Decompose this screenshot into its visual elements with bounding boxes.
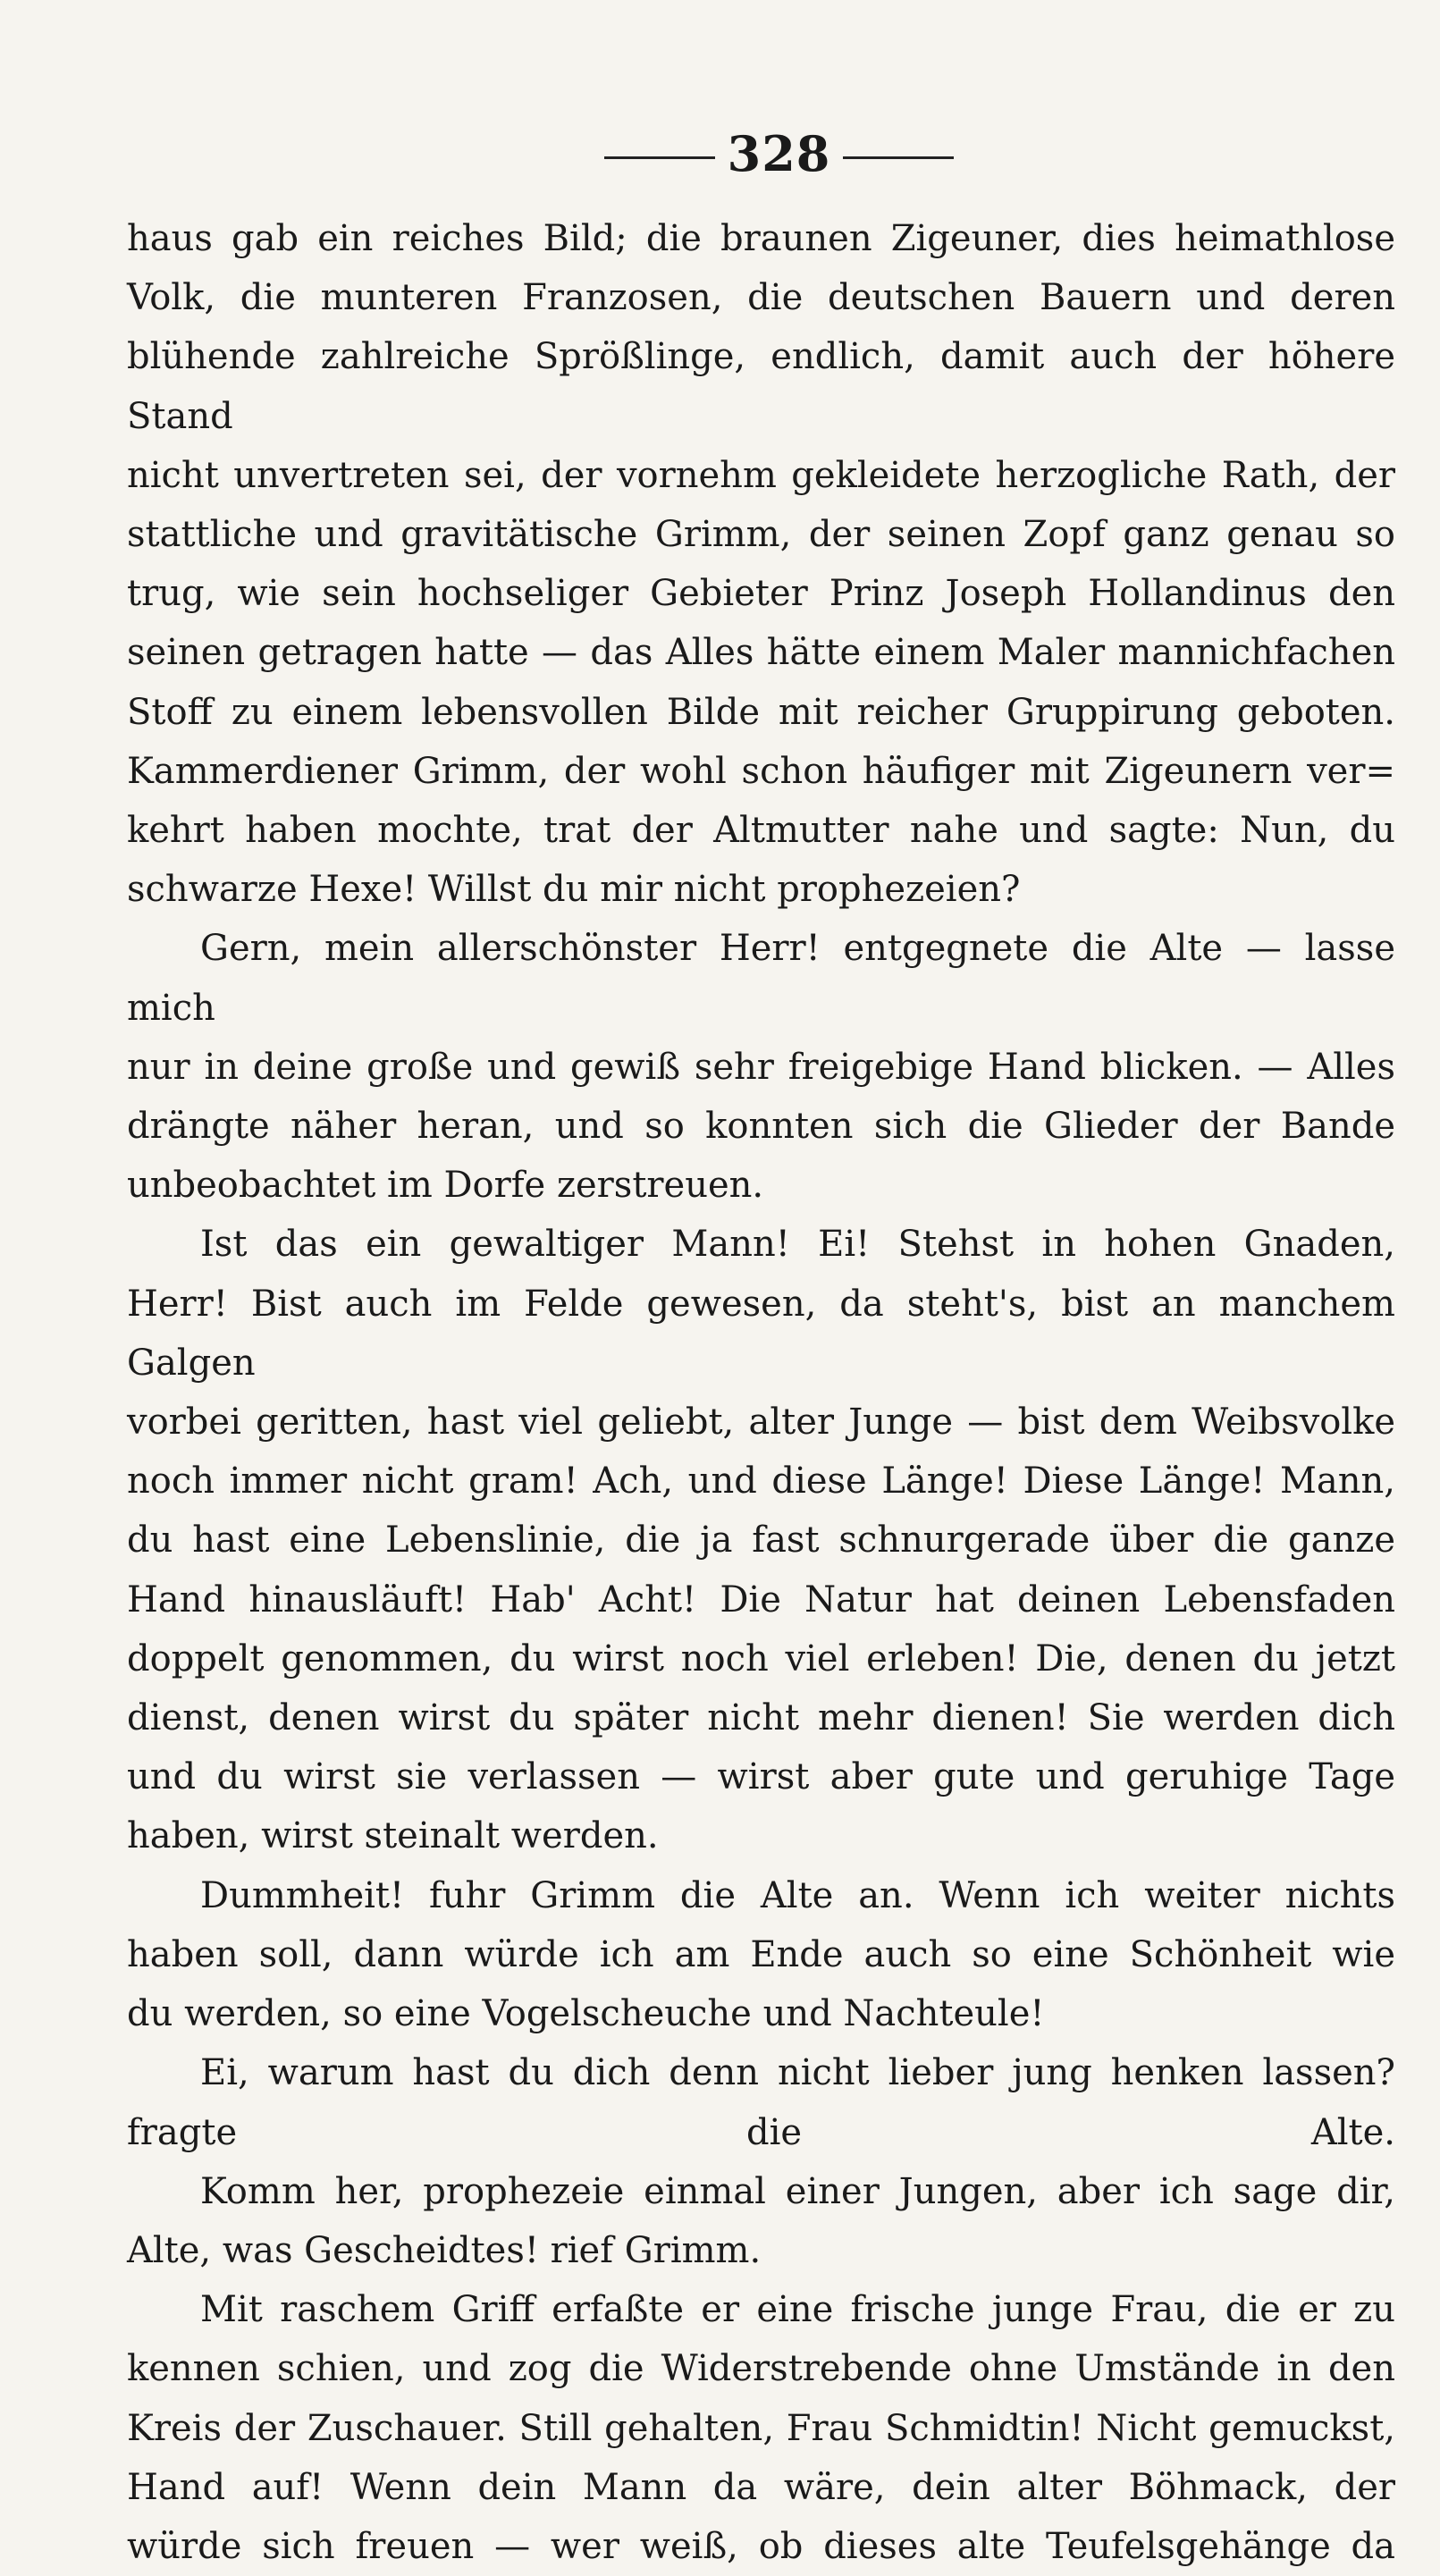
text-line: Herr! Bist auch im Felde gewesen, da steht's, bist an manchem Galgen (127, 1283, 1395, 1384)
text-line: Volk, die munteren Franzosen, die deutschen Bauern und deren (127, 277, 1395, 319)
text-line: und du wirst sie verlassen — wirst aber gute und geruhige Tage (127, 1756, 1395, 1798)
text-line: Stoff zu einem lebensvollen Bilde mit reicher Gruppirung geboten. (127, 691, 1395, 733)
text-line: haben, wirst steinalt werden. (127, 1815, 659, 1857)
text-line: Hand auf! Wenn dein Mann da wäre, dein alter Böhmack, der (127, 2466, 1395, 2508)
text-line: kennen schien, und zog die Widerstrebende ohne Umstände in den (127, 2348, 1395, 2390)
text-line: Kreis der Zuschauer. Still gehalten, Frau Schmidtin! Nicht gemuckst, (127, 2407, 1395, 2449)
text-line: du werden, so eine Vogelscheuche und Nachteule! (127, 1993, 1045, 2035)
text-line: trug, wie sein hochseliger Gebieter Prinz Joseph Hollandinus den (127, 573, 1395, 615)
text-line: vorbei geritten, hast viel geliebt, alter Junge — bist dem Weibsvolke (127, 1402, 1395, 1444)
header-rule-left (604, 156, 715, 159)
text-line: Ei, warum hast du dich denn nicht lieber jung henken lassen? fragte die Alte. (127, 2052, 1395, 2153)
text-line: stattliche und gravitätische Grimm, der seinen Zopf ganz genau so (127, 514, 1395, 556)
text-line: haben soll, dann würde ich am Ende auch so eine Schönheit wie (127, 1933, 1395, 1975)
text-line: würde sich freuen — wer weiß, ob dieses alte Teufelsgehänge da (127, 2525, 1395, 2567)
text-line: blühende zahlreiche Sprößlinge, endlich, damit auch der höhere Stand (127, 336, 1395, 437)
text-line: Alte, was Gescheidtes! rief Grimm. (127, 2229, 762, 2271)
text-line: nur in deine große und gewiß sehr freigebige Hand blicken. — Alles (127, 1046, 1395, 1088)
page-number: 328 (727, 125, 831, 182)
text-line: haus gab ein reiches Bild; die braunen Zigeuner, dies heimathlose (127, 218, 1395, 259)
text-line: dienst, denen wirst du später nicht mehr dienen! Sie werden dich (127, 1697, 1395, 1739)
text-line: Komm her, prophezeie einmal einer Jungen, aber ich sage dir, (200, 2170, 1395, 2212)
header-rule-right (843, 156, 954, 159)
text-line: nicht unvertreten sei, der vornehm gekleidete herzogliche Rath, der (127, 454, 1395, 496)
text-line: unbeobachtet im Dorfe zerstreuen. (127, 1165, 764, 1207)
text-line: du hast eine Lebenslinie, die ja fast schnurgerade über die ganze (127, 1520, 1395, 1562)
text-line: Kammerdiener Grimm, der wohl schon häufiger mit Zigeunern ver= (127, 750, 1395, 792)
text-line: kehrt haben mochte, trat der Altmutter nahe und sagte: Nun, du (127, 810, 1395, 852)
text-line: seinen getragen hatte — das Alles hätte einem Maler mannichfachen (127, 632, 1395, 674)
body-text (127, 209, 1395, 2576)
text-line: Gern, mein allerschönster Herr! entgegnete die Alte — lasse mich (127, 928, 1395, 1029)
text-line: drängte näher heran, und so konnten sich die Glieder der Bande (127, 1106, 1395, 1148)
text-line: Ist das ein gewaltiger Mann! Ei! Stehst in hohen Gnaden, (200, 1224, 1395, 1266)
text-line: Dummheit! fuhr Grimm die Alte an. Wenn ich weiter nichts (200, 1874, 1395, 1916)
text-line: schwarze Hexe! Willst du mir nicht prophezeien? (127, 869, 1021, 911)
text-line: doppelt genommen, du wirst noch viel erleben! Die, denen du jetzt (127, 1637, 1395, 1679)
page-header (163, 107, 1395, 200)
text-line: noch immer nicht gram! Ach, und diese Länge! Diese Länge! Mann, (127, 1461, 1395, 1503)
text-line: Mit raschem Griff erfaßte er eine frische junge Frau, die er zu (200, 2289, 1395, 2331)
text-line: Hand hinausläuft! Hab' Acht! Die Natur hat deinen Lebensfaden (127, 1578, 1395, 1621)
